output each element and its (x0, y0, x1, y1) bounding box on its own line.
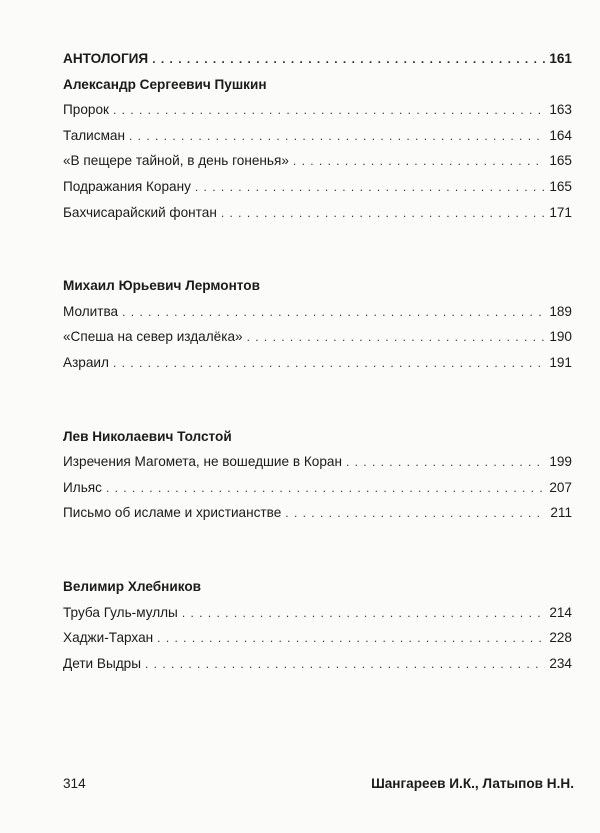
entry-page: 234 (549, 655, 572, 671)
toc-entry[interactable] (63, 148, 572, 174)
entry-title: «В пещере тайной, в день гоненья» (63, 153, 289, 169)
entry-title: Подражания Корану (63, 178, 191, 194)
toc-entry[interactable] (63, 200, 572, 226)
dot-leader (145, 652, 545, 678)
section-spacer (63, 225, 572, 273)
dot-leader (293, 149, 545, 175)
entry-title: Бахчисарайский фонтан (63, 204, 217, 220)
toc-entry[interactable] (63, 625, 572, 651)
entry-page: 207 (549, 479, 572, 495)
toc-entry[interactable] (63, 500, 572, 526)
entry-page: 214 (549, 604, 572, 620)
toc-entry[interactable] (63, 324, 572, 350)
toc-entry[interactable] (63, 651, 572, 677)
entry-page: 165 (549, 153, 572, 169)
toc-entry-anthology[interactable] (63, 46, 572, 72)
entry-title: Ильяс (63, 479, 102, 495)
entry-title: Молитва (63, 303, 119, 319)
dot-leader (182, 601, 545, 627)
dot-leader (152, 47, 545, 73)
toc-entry[interactable] (63, 449, 572, 475)
anthology-title: АНТОЛОГИЯ (63, 51, 149, 66)
entry-page: 199 (549, 454, 572, 470)
toc-entry[interactable] (63, 123, 572, 149)
entry-page: 163 (549, 102, 572, 118)
entry-page: 165 (549, 178, 572, 194)
section-spacer (63, 376, 572, 424)
dot-leader (113, 98, 545, 124)
entry-title: Дети Выдры (63, 655, 142, 671)
toc-entry[interactable] (63, 174, 572, 200)
dot-leader (122, 300, 545, 326)
entry-title: Пророк (63, 102, 109, 118)
dot-leader (221, 201, 545, 227)
entry-title: Труба Гуль-муллы (63, 604, 178, 620)
entry-title: Талисман (63, 127, 125, 143)
toc-entry[interactable] (63, 97, 572, 123)
dot-leader (113, 351, 545, 377)
dot-leader (195, 175, 545, 201)
entry-title: «Спеша на север издалёка» (63, 329, 243, 345)
table-of-contents (63, 46, 572, 676)
dot-leader (106, 476, 545, 502)
author-heading: Александр Сергеевич Пушкин (63, 76, 267, 92)
author-heading: Лев Николаевич Толстой (63, 428, 232, 444)
entry-title: Изречения Магомета, не вошедшие в Коран (63, 454, 342, 470)
toc-entry[interactable] (63, 299, 572, 325)
entry-page: 189 (549, 303, 572, 319)
dot-leader (346, 450, 545, 476)
entry-title: Хаджи-Тархан (63, 630, 154, 646)
footer-authors: Шангареев И.К., Латыпов Н.Н. (371, 776, 574, 791)
anthology-page: 161 (549, 51, 572, 66)
author-heading: Михаил Юрьевич Лермонтов (63, 278, 260, 294)
dot-leader (285, 501, 546, 527)
toc-entry[interactable] (63, 350, 572, 376)
entry-page: 228 (549, 630, 572, 646)
toc-entry[interactable] (63, 475, 572, 501)
entry-title: Письмо об исламе и христианстве (63, 505, 282, 521)
section-spacer (63, 526, 572, 574)
entry-page: 211 (550, 505, 572, 521)
entry-page: 164 (549, 127, 572, 143)
author-heading: Велимир Хлебников (63, 578, 202, 594)
dot-leader (129, 124, 545, 150)
dot-leader (247, 325, 546, 351)
entry-page: 190 (549, 329, 572, 345)
footer-page-number: 314 (63, 776, 86, 791)
page-footer (63, 776, 574, 791)
dot-leader (157, 626, 545, 652)
entry-page: 171 (549, 204, 572, 220)
entry-title: Азраил (63, 354, 109, 370)
toc-entry[interactable] (63, 600, 572, 626)
entry-page: 191 (549, 354, 572, 370)
